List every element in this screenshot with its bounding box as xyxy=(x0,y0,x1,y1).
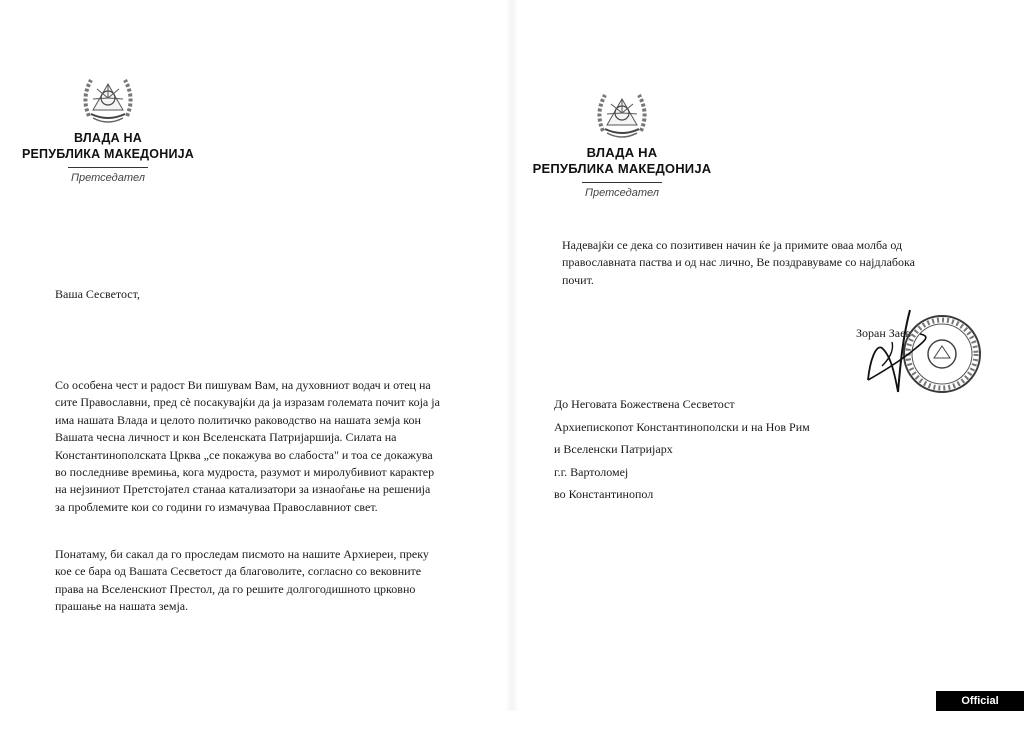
letter-page-1 xyxy=(0,0,512,711)
address-line: во Константинопол xyxy=(554,487,654,501)
official-seal xyxy=(904,316,980,392)
gov-name-line1: ВЛАДА НА xyxy=(586,145,658,160)
address-line: До Неговата Божествена Сесветост xyxy=(554,397,735,411)
state-emblem-icon xyxy=(20,68,196,130)
office-title: Претседател xyxy=(71,172,145,184)
text-line: има нашата Влада и целото политичко раководство на нашата земја кон xyxy=(55,412,421,427)
text-line: Константинополската Црква „се покажува во слабоста" и тоа се докажува xyxy=(55,447,433,462)
recipient-address xyxy=(554,393,854,506)
letterhead xyxy=(20,68,196,184)
text-line: права на Вселенскиот Престол, да го решите долгогодишното црковно xyxy=(55,581,416,596)
signature-block xyxy=(842,300,992,410)
text-line: почит. xyxy=(562,272,594,287)
text-line: Вашата чесна личност и кон Вселенската Патријаршија. Силата на xyxy=(55,430,397,445)
gov-name-line2: РЕПУБЛИКА МАКЕДОНИЈА xyxy=(532,161,712,176)
salutation: Ваша Сесветост, xyxy=(55,287,140,301)
letterhead xyxy=(522,83,722,199)
gov-name-line1: ВЛАДА НА xyxy=(73,131,143,145)
signatory-name: Зоран Заев xyxy=(856,326,912,340)
text-line: православната паства и од нас лично, Ве поздравуваме со најдлабока xyxy=(562,255,915,270)
office-title: Претседател xyxy=(585,187,659,199)
text-line: Надевајќи се дека со позитивен начин ќе ја примите оваа молба од xyxy=(562,238,903,252)
text-line: за проблемите кои со години го измачуваа Православниот свет. xyxy=(55,499,378,514)
state-emblem-icon xyxy=(522,83,722,145)
text-line: во последниве времиња, кога мудроста, разумот и миролубивиот карактер xyxy=(55,465,435,480)
handwritten-signature xyxy=(868,310,926,392)
text-line: сите Православни, пред сè посакувајќи да ја изразам големата почит која ја xyxy=(55,395,440,410)
signature-and-seal-icon xyxy=(842,300,992,410)
letter-page-2 xyxy=(512,0,1024,711)
letterhead-divider xyxy=(68,167,148,168)
address-line: Архиепископот Константинополски и на Нов Рим xyxy=(554,419,810,434)
official-publication-badge: Official publication xyxy=(936,691,1024,711)
body-paragraph-2 xyxy=(55,546,470,616)
text-line: кое се бара од Вашата Сесветост да благоволите, согласно со вековните xyxy=(55,564,422,579)
body-paragraph-1 xyxy=(55,377,470,516)
closing-paragraph xyxy=(562,237,997,289)
text-line: прашање на нашата земја. xyxy=(55,599,189,614)
gov-name-line2: РЕПУБЛИКА МАКЕДОНИЈА xyxy=(21,147,195,161)
address-line: и Вселенски Патријарх xyxy=(554,442,673,456)
letterhead-divider xyxy=(582,182,662,183)
text-line: Понатаму, би сакал да го проследам писмото на нашите Архиереи, преку xyxy=(55,547,429,561)
text-line: на нејзиниот Претстојател станаа катализатори за изнаоѓање на решенија xyxy=(55,482,431,497)
address-line: г.г. Вартоломеј xyxy=(554,464,629,479)
text-line: Со особена чест и радост Ви пишувам Вам, на духовниот водач и отец на xyxy=(55,378,431,392)
